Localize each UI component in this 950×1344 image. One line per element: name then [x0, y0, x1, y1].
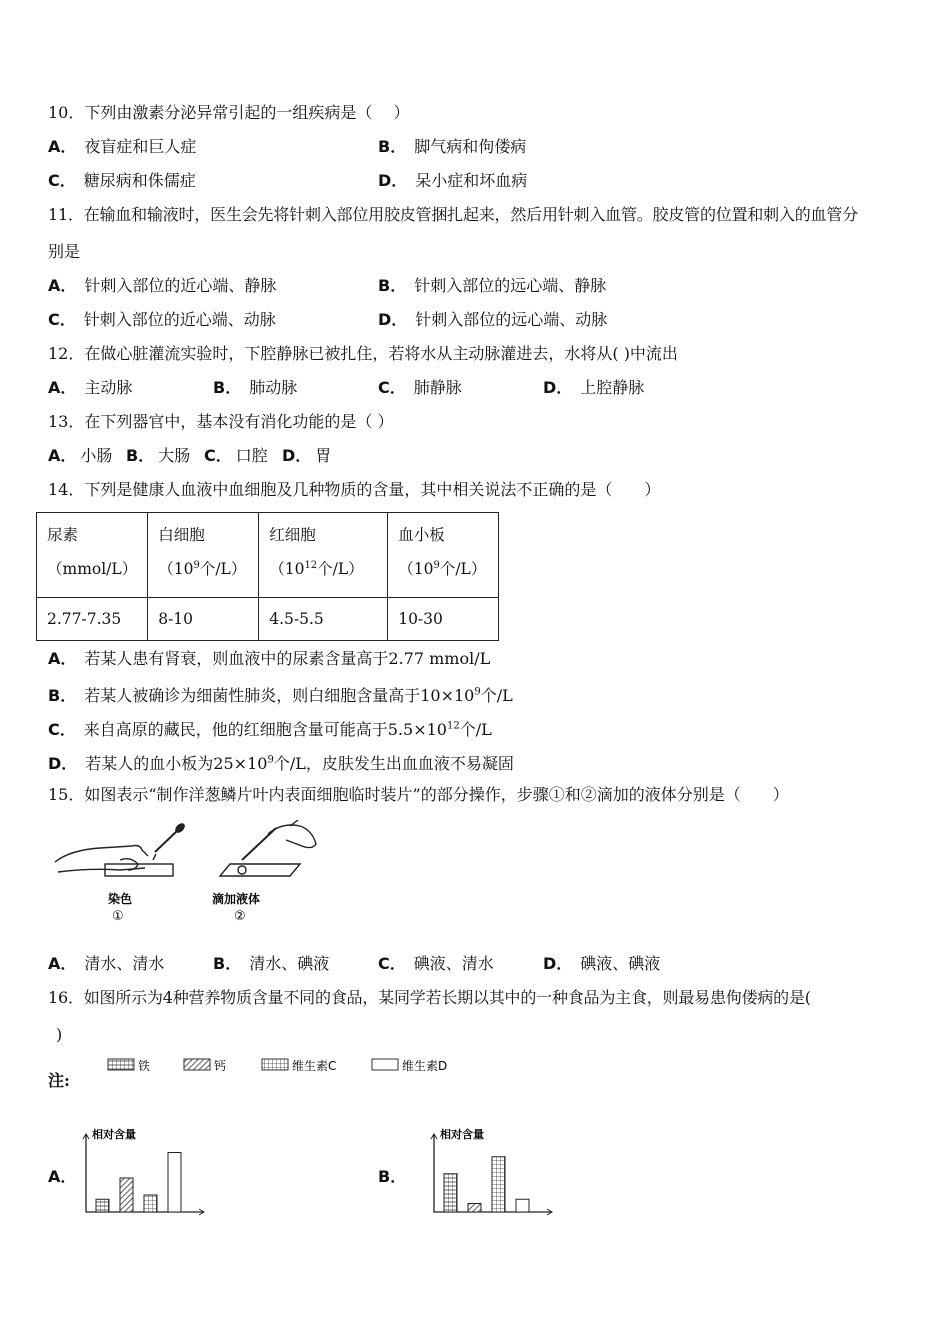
q11-stem-line2: 别是 [48, 242, 81, 261]
q14-option-c[interactable] [48, 716, 492, 741]
fig1-number: ① [112, 909, 124, 924]
q13-option-d[interactable] [282, 445, 331, 467]
header-unit: （$10^{12}$个/L） [269, 559, 364, 578]
table-cell: 8-10 [148, 598, 259, 641]
option-label: C． [48, 720, 76, 740]
q12-option-c[interactable] [378, 377, 462, 399]
q16-option-b[interactable] [378, 1166, 414, 1188]
option-label: A． [48, 954, 77, 973]
option-label: C． [48, 310, 76, 329]
q11-option-a[interactable] [48, 275, 276, 297]
option-label: A． [48, 276, 77, 295]
option-label: D． [48, 754, 78, 774]
option-text: 来自高原的藏民，他的红细胞含量可能高于$5.5\times 10^{12}$个/L [83, 720, 492, 740]
option-label: C． [48, 171, 76, 190]
option-label: B． [48, 686, 77, 706]
blood-data-table [36, 512, 499, 641]
q10-option-a[interactable] [48, 136, 196, 158]
q10-option-b[interactable] [378, 136, 526, 158]
option-label: D． [543, 954, 573, 973]
option-text: 小肠 [80, 446, 113, 465]
legend-label-vitamin-d: 维生素D [402, 1059, 448, 1073]
option-text: 夜盲症和巨人症 [84, 137, 197, 156]
table-cell: 10-30 [388, 598, 499, 641]
dropper-illustration [220, 820, 316, 876]
table-cell: 4.5-5.5 [259, 598, 388, 641]
option-text: 口腔 [235, 446, 268, 465]
table-header-cell [148, 513, 259, 598]
option-label: A． [48, 137, 77, 156]
option-label: C． [204, 446, 232, 465]
chart-b [428, 1120, 558, 1220]
option-label: A． [48, 649, 77, 668]
option-text: 肺动脉 [249, 378, 298, 397]
q14-option-a[interactable] [48, 648, 490, 670]
bar-calcium [468, 1204, 481, 1213]
q12-stem: 12．在做心脏灌流实验时，下腔静脉已被扎住，若将水从主动脉灌进去，水将从( )中流出 [48, 344, 678, 363]
option-label: B． [378, 137, 407, 156]
option-label: D． [282, 446, 312, 465]
q10-option-c[interactable] [48, 170, 196, 192]
header-name: 尿素 [47, 526, 79, 544]
option-text: 呆小症和坏血病 [415, 171, 528, 190]
q15-option-b[interactable] [213, 953, 329, 975]
y-axis-label: 相对含量 [440, 1128, 484, 1141]
q11-stem-line1: 11．在输血和输液时，医生会先将针刺入部位用胶皮管捆扎起来，然后用针刺入血管。胶皮管的位置和刺入的血管分 [48, 205, 858, 224]
q12-option-d[interactable] [543, 377, 644, 399]
bar-calcium [120, 1178, 133, 1212]
option-label: B． [378, 1167, 407, 1186]
q15-option-c[interactable] [378, 953, 494, 975]
q11-option-b[interactable] [378, 275, 606, 297]
q15-option-a[interactable] [48, 953, 164, 975]
q10-option-d[interactable] [378, 170, 527, 192]
option-label: D． [378, 310, 408, 329]
option-label: D． [378, 171, 408, 190]
q14-option-b[interactable] [48, 682, 513, 707]
option-label: B． [213, 954, 242, 973]
q16-option-a[interactable] [48, 1166, 84, 1188]
option-label: C． [378, 954, 406, 973]
option-text: 脚气病和佝偻病 [414, 137, 527, 156]
q14-stem: 14．下列是健康人血液中血细胞及几种物质的含量，其中相关说法不正确的是（ ） [48, 480, 661, 499]
option-text: 碘液、碘液 [580, 954, 661, 973]
q12-option-a[interactable] [48, 377, 132, 399]
bar-vitamin-c [492, 1157, 505, 1212]
q12-option-b[interactable] [213, 377, 297, 399]
q14-option-d[interactable] [48, 750, 514, 775]
header-unit: （mmol/L） [47, 560, 138, 578]
bar-vitamin-c [144, 1195, 157, 1212]
option-text: 胃 [315, 446, 332, 465]
option-text: 碘液、清水 [413, 954, 494, 973]
slide-procedure-figure [50, 820, 320, 925]
legend-label-vitamin-c: 维生素C [292, 1059, 337, 1073]
option-text: 针刺入部位的远心端、静脉 [414, 276, 607, 295]
option-label: A． [48, 378, 77, 397]
q13-option-a[interactable] [48, 445, 112, 467]
option-text: 上腔静脉 [580, 378, 645, 397]
legend-label-iron: 铁 [138, 1059, 151, 1073]
bar-iron [444, 1174, 457, 1212]
fig2-number: ② [234, 909, 246, 924]
option-label: B． [378, 276, 407, 295]
option-text: 清水、清水 [84, 954, 165, 973]
table-header-cell [388, 513, 499, 598]
fig2-label: 滴加液体 [212, 892, 261, 906]
header-unit: （$10^9$个/L） [158, 559, 247, 578]
table-cell: 2.77-7.35 [37, 598, 148, 641]
q16-stem-line2: ) [40, 1025, 63, 1044]
q11-option-d[interactable] [378, 309, 607, 331]
q15-stem: 15．如图表示“制作洋葱鳞片叶内表面细胞临时装片”的部分操作，步骤①和②滴加的液体分别是（ ） [48, 785, 789, 804]
bar-vitamin-d [168, 1153, 181, 1213]
option-text: 若某人的血小板为$25\times 10^9$个/L，皮肤发生出血血液不易凝固 [85, 754, 514, 774]
legend-swatch-vitamin-c [262, 1059, 288, 1070]
option-text: 针刺入部位的近心端、动脉 [83, 310, 276, 329]
chart-a [80, 1120, 210, 1220]
bar-iron [96, 1199, 109, 1212]
option-label: C． [378, 378, 406, 397]
legend-swatch-calcium [184, 1059, 210, 1070]
q16-stem-line1: 16．如图所示为4种营养物质含量不同的食品，某同学若长期以其中的一种食品为主食，则最易患佝偻病的是( [48, 988, 811, 1007]
header-name: 红细胞 [269, 526, 316, 544]
bar-vitamin-d [516, 1199, 529, 1212]
q13-option-b[interactable] [126, 445, 190, 467]
table-header-row [37, 513, 499, 598]
option-text: 若某人患有肾衰，则血液中的尿素含量高于2.77 mmol/L [84, 649, 491, 668]
note-label: 注: [48, 1071, 70, 1090]
q13-stem: 13．在下列器官中，基本没有消化功能的是（ ） [48, 412, 394, 431]
option-label: D． [543, 378, 573, 397]
option-label: B． [213, 378, 242, 397]
option-text: 肺静脉 [413, 378, 462, 397]
q13-option-c[interactable] [204, 445, 268, 467]
option-label: A． [48, 1167, 77, 1186]
option-text: 主动脉 [84, 378, 133, 397]
q11-option-c[interactable] [48, 309, 276, 331]
option-text: 若某人被确诊为细菌性肺炎，则白细胞含量高于$10\times 10^9$个/L [84, 686, 513, 706]
option-text: 大肠 [158, 446, 191, 465]
header-name: 白细胞 [158, 526, 205, 544]
table-row [37, 598, 499, 641]
table-header-cell [37, 513, 148, 598]
chart-legend [100, 1055, 480, 1079]
option-text: 针刺入部位的近心端、静脉 [84, 276, 277, 295]
y-axis-label: 相对含量 [92, 1128, 136, 1141]
legend-label-calcium: 钙 [214, 1059, 227, 1073]
option-text: 糖尿病和侏儒症 [83, 171, 196, 190]
q15-option-d[interactable] [543, 953, 660, 975]
option-label: A． [48, 446, 77, 465]
fig1-label: 染色 [108, 892, 133, 906]
legend-swatch-vitamin-d [372, 1059, 398, 1070]
option-text: 清水、碘液 [249, 954, 330, 973]
header-unit: （$10^9$个/L） [398, 559, 487, 578]
table-header-cell [259, 513, 388, 598]
option-text: 针刺入部位的远心端、动脉 [415, 310, 608, 329]
staining-illustration [55, 822, 186, 876]
legend-swatch-iron [108, 1059, 134, 1070]
option-label: B． [126, 446, 155, 465]
q10-stem: 10．下列由激素分泌异常引起的一组疾病是（ ） [48, 103, 410, 122]
header-name: 血小板 [398, 526, 445, 544]
